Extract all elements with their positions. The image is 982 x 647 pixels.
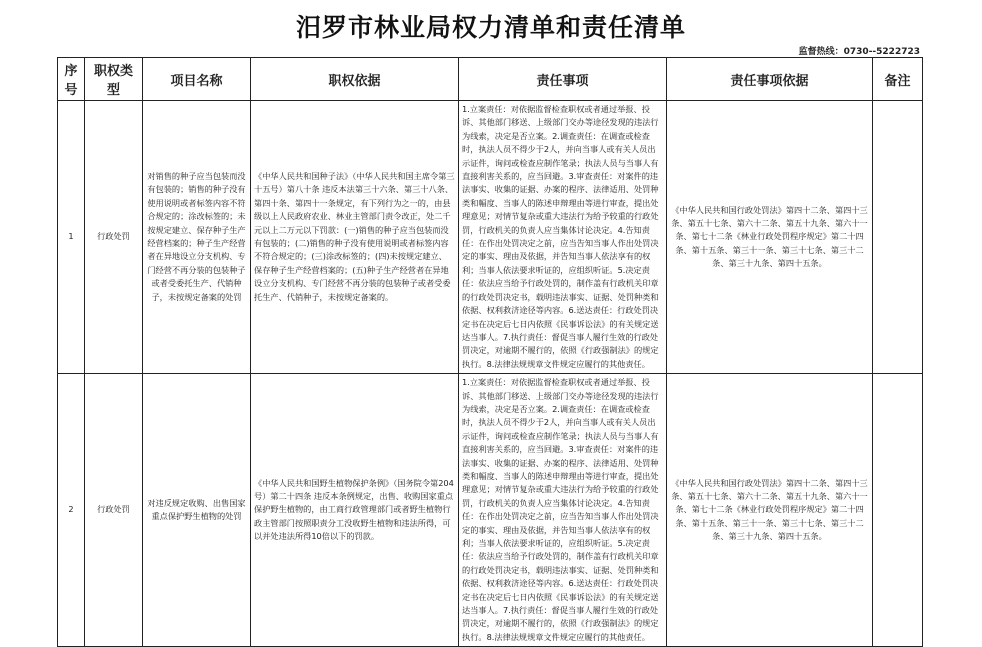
cell-remark xyxy=(873,374,923,647)
power-responsibility-table xyxy=(57,57,923,647)
table-row xyxy=(58,374,923,647)
cell-duty: 1.立案责任：对依据监督检查职权或者通过举报、投诉、其他部门移送、上级部门交办等途径发现的违法行为线索，决定是否立案。2.调查责任：在调查或检查时，执法人员不得少于2人，并向当事人或有关人员出示证件，询问或检查应制作笔录；执法人员与当事人有直接利害关系的，应当回避。3.审查责任：对案件的违法事实、收集的证据、办案的程序、法律适用、处罚种类和幅度、当事人的陈述申辩理由等进行审查，提出处理意见；对情节复杂或重大违法行为给予较重的行政处罚，行政机关的负责人应当集体讨论决定。4.告知责任：在作出处罚决定之前，应当告知当事人作出处罚决定的事实、理由及依据，并告知当事人依法享有的权利；当事人依法要求听证的，应组织听证。5.决定责任：依法应当给予行政处罚的，制作盖有行政机关印章的行政处罚决定书，载明违法事实、证据、处罚种类和依据、权利救济途径等内容。6.送达责任：行政处罚决定书在决定后七日内依照《民事诉讼法》的有关规定送达当事人。7.执行责任：督促当事人履行生效的行政处罚决定，对逾期不履行的，依照《行政强制法》的规定执行。8.法律法规规章文件规定应履行的其他责任。 xyxy=(459,374,667,647)
header-seq: 序号 xyxy=(58,58,85,101)
header-duty-basis: 责任事项依据 xyxy=(667,58,873,101)
cell-duty-basis: 《中华人民共和国行政处罚法》第四十二条、第四十三条、第五十七条、第六十二条、第五十九条、第六十一条、第七十二条《林业行政处罚程序规定》第二十四条、第十五条、第三十一条、第三十七条、第三十二条、第三十九条、第四十五条。 xyxy=(667,374,873,647)
header-name: 项目名称 xyxy=(143,58,251,101)
cell-duty: 1.立案责任：对依据监督检查职权或者通过举报、投诉、其他部门移送、上级部门交办等途径发现的违法行为线索，决定是否立案。2.调查责任：在调查或检查时，执法人员不得少于2人，并向当事人或有关人员出示证件，询问或检查应制作笔录；执法人员与当事人有直接利害关系的，应当回避。3.审查责任：对案件的违法事实、收集的证据、办案的程序、法律适用、处罚种类和幅度、当事人的陈述申辩理由等进行审查，提出处理意见；对情节复杂或重大违法行为给予较重的行政处罚，行政机关的负责人应当集体讨论决定。4.告知责任：在作出处罚决定之前，应当告知当事人作出处罚决定的事实、理由及依据，并告知当事人依法享有的权利；当事人依法要求听证的，应组织听证。5.决定责任：依法应当给予行政处罚的，制作盖有行政机关印章的行政处罚决定书，载明违法事实、证据、处罚种类和依据、权利救济途径等内容。6.送达责任：行政处罚决定书在决定后七日内依照《民事诉讼法》的有关规定送达当事人。7.执行责任：督促当事人履行生效的行政处罚决定，对逾期不履行的，依照《行政强制法》的规定执行。8.法律法规规章文件规定应履行的其他责任。 xyxy=(459,101,667,374)
header-remark: 备注 xyxy=(873,58,923,101)
cell-basis: 《中华人民共和国种子法》（中华人民共和国主席令第三十五号）第八十条 违反本法第三十六条、第三十八条、第四十条、第四十一条规定，有下列行为之一的，由县级以上人民政府农业、林业主管部门责令改正，处二千元以上二万元以下罚款：(一)销售的种子应当包装而没有包装的；(二)销售的种子没有使用说明或者标签内容不符合规定的；(三)涂改标签的；(四)未按规定建立、保存种子生产经营档案的；(五)种子生产经营者在异地设立分支机构、专门经营不再分装的包装种子或者受委托生产、代销种子，未按规定备案的。 xyxy=(251,101,459,374)
header-duty: 责任事项 xyxy=(459,58,667,101)
cell-name: 对违反规定收购、出售国家重点保护野生植物的处罚 xyxy=(143,374,251,647)
cell-name: 对销售的种子应当包装而没有包装的；销售的种子没有使用说明或者标签内容不符合规定的；涂改标签的；未按规定建立、保存种子生产经营档案的；种子生产经营者在异地设立分支机构、专门经营不再分装的包装种子或者受委托生产、代销种子，未按规定备案的处罚 xyxy=(143,101,251,374)
cell-basis: 《中华人民共和国野生植物保护条例》（国务院令第204号）第二十四条 违反本条例规定，出售、收购国家重点保护野生植物的，由工商行政管理部门或者野生植物行政主管部门按照职责分工没收野生植物和违法所得，可以并处违法所得10倍以下的罚款。 xyxy=(251,374,459,647)
table-row xyxy=(58,101,923,374)
cell-type: 行政处罚 xyxy=(85,374,143,647)
table-header-row xyxy=(58,58,923,101)
page-title: 汨罗市林业局权力清单和责任清单 xyxy=(295,13,686,42)
cell-duty-basis: 《中华人民共和国行政处罚法》第四十二条、第四十三条、第五十七条、第六十二条、第五十九条、第六十一条、第七十二条《林业行政处罚程序规定》第二十四条、第十五条、第三十一条、第三十七条、第三十二条、第三十九条、第四十五条。 xyxy=(667,101,873,374)
cell-type: 行政处罚 xyxy=(85,101,143,374)
header-type: 职权类型 xyxy=(85,58,143,101)
supervision-hotline: 监督热线：0730--5222723 xyxy=(798,47,920,57)
cell-seq: 1 xyxy=(58,101,85,374)
header-basis: 职权依据 xyxy=(251,58,459,101)
cell-seq: 2 xyxy=(58,374,85,647)
cell-remark xyxy=(873,101,923,374)
